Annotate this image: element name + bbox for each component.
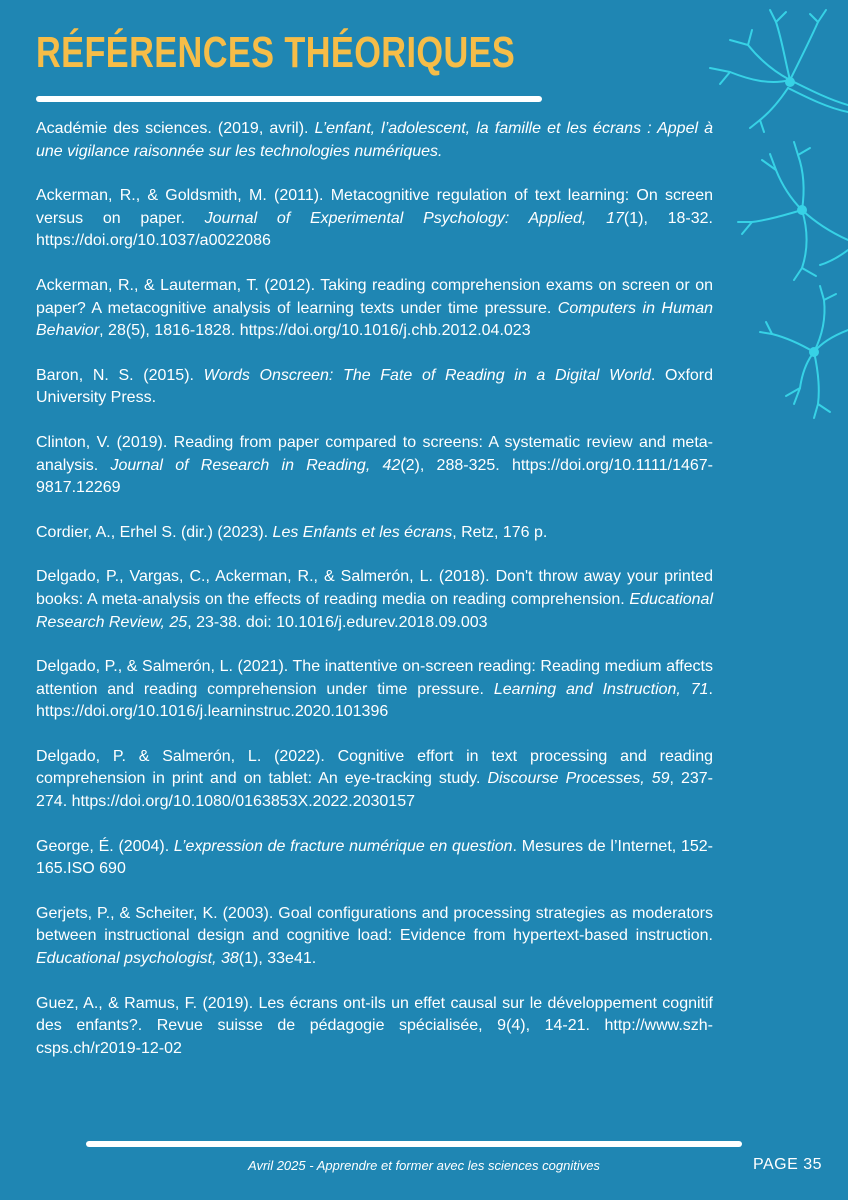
reference-text: Gerjets, P., & Scheiter, K. (2003). Goal configurations and processing strategies as moderators between instructional design and cognitive load: Evidence from hypertext-based instruction. [36,904,713,945]
page-number: PAGE 35 [752,1156,822,1173]
reference-text: (1), 33e41. [238,950,317,968]
reference-italic-text: Words Onscreen: The Fate of Reading in a Digital World [203,366,651,384]
reference-text: George, É. (2004). [36,837,174,855]
reference-text: , Retz, 176 p. [452,523,548,541]
reference-italic-text: Journal of Research in Reading, 42 [110,456,401,474]
reference-italic-text: Les Enfants et les écrans [272,523,453,541]
title-underline [36,96,542,102]
reference-entry [36,118,713,163]
reference-entry [36,656,713,724]
reference-text: (2), 288-325. https://doi.org/10.1111/1467-9817.12269 [36,456,713,497]
reference-text: , 28(5), 1816-1828. https://doi.org/10.1016/j.chb.2012.04.023 [99,322,531,340]
reference-italic-text: Educational Research Review, 25 [36,590,713,631]
reference-text: Guez, A., & Ramus, F. (2019). Les écrans ont-ils un effet causal sur le développement cognitif des enfants?. Revue suisse de pédagogie spécialisée, 9(4), 14-21. http://www.szh-csps.ch/r2019-12-02 [36,994,713,1057]
reference-italic-text: Learning and Instruction, 71 [493,680,709,698]
reference-entry [36,522,713,545]
reference-text: . https://doi.org/10.1016/j.learninstruc.2020.101396 [36,680,713,721]
reference-text: Clinton, V. (2019). Reading from paper compared to screens: A systematic review and meta-analysis. [36,433,713,474]
reference-text: , 237-274. https://doi.org/10.1080/0163853X.2022.2030157 [36,770,713,811]
neuron-illustration-icon [690,0,848,430]
footer-rule [86,1141,742,1147]
reference-text: . Mesures de l’Internet, 152-165.ISO 690 [36,837,713,878]
page-title: RÉFÉRENCES THÉORIQUES [36,28,516,77]
reference-text: . Oxford University Press. [36,366,714,407]
reference-italic-text: Educational psychologist, 38 [36,950,239,968]
reference-text: , 23-38. doi: 10.1016/j.edurev.2018.09.003 [187,613,488,631]
reference-text: Cordier, A., Erhel S. (dir.) (2023). [36,523,273,541]
reference-text: Académie des sciences. (2019, avril). [36,120,315,137]
reference-italic-text: Journal of Experimental Psychology: Applied, 17 [204,209,624,227]
reference-entry [36,566,713,634]
reference-italic-text: L’expression de fracture numérique en question [173,837,513,855]
reference-text: Delgado, P. & Salmerón, L. (2022). Cognitive effort in text processing and reading comprehension in print and on tablet: An eye-tracking study. [36,747,713,788]
reference-entry [36,185,713,253]
reference-italic-text: Discourse Processes, 59 [487,770,670,788]
reference-text: Delgado, P., & Salmerón, L. (2021). The inattentive on-screen reading: Reading medium affects attention and reading comprehension under time pressure. [36,658,713,698]
reference-text: Ackerman, R., & Lauterman, T. (2012). Taking reading comprehension exams on screen or on paper? A metacognitive analysis of learning texts under time pressure. [36,276,713,317]
reference-text: (1), 18-32. https://doi.org/10.1037/a0022086 [36,209,714,250]
reference-entry [36,432,713,500]
reference-italic-text: L’enfant, l’adolescent, la famille et les écrans : Appel à une vigilance raisonnée sur les technologies numériques. [36,120,714,160]
reference-text: Delgado, P., Vargas, C., Ackerman, R., & Salmerón, L. (2018). Don't throw away your printed books: A meta-analysis on the effects of reading media on reading comprehension. [36,568,713,608]
reference-italic-text: Computers in Human Behavior [36,299,714,340]
reference-list [36,118,713,1082]
reference-entry [36,746,713,814]
footer-text: Avril 2025 - Apprendre et former avec les sciences cognitives [248,1158,600,1173]
reference-entry [36,903,713,971]
reference-entry [36,275,713,343]
reference-text: Ackerman, R., & Goldsmith, M. (2011). Metacognitive regulation of text learning: On screen versus on paper. [36,187,713,227]
reference-entry [36,993,713,1061]
reference-entry [36,836,713,881]
reference-entry [36,365,713,410]
reference-text: Baron, N. S. (2015). [36,366,204,384]
